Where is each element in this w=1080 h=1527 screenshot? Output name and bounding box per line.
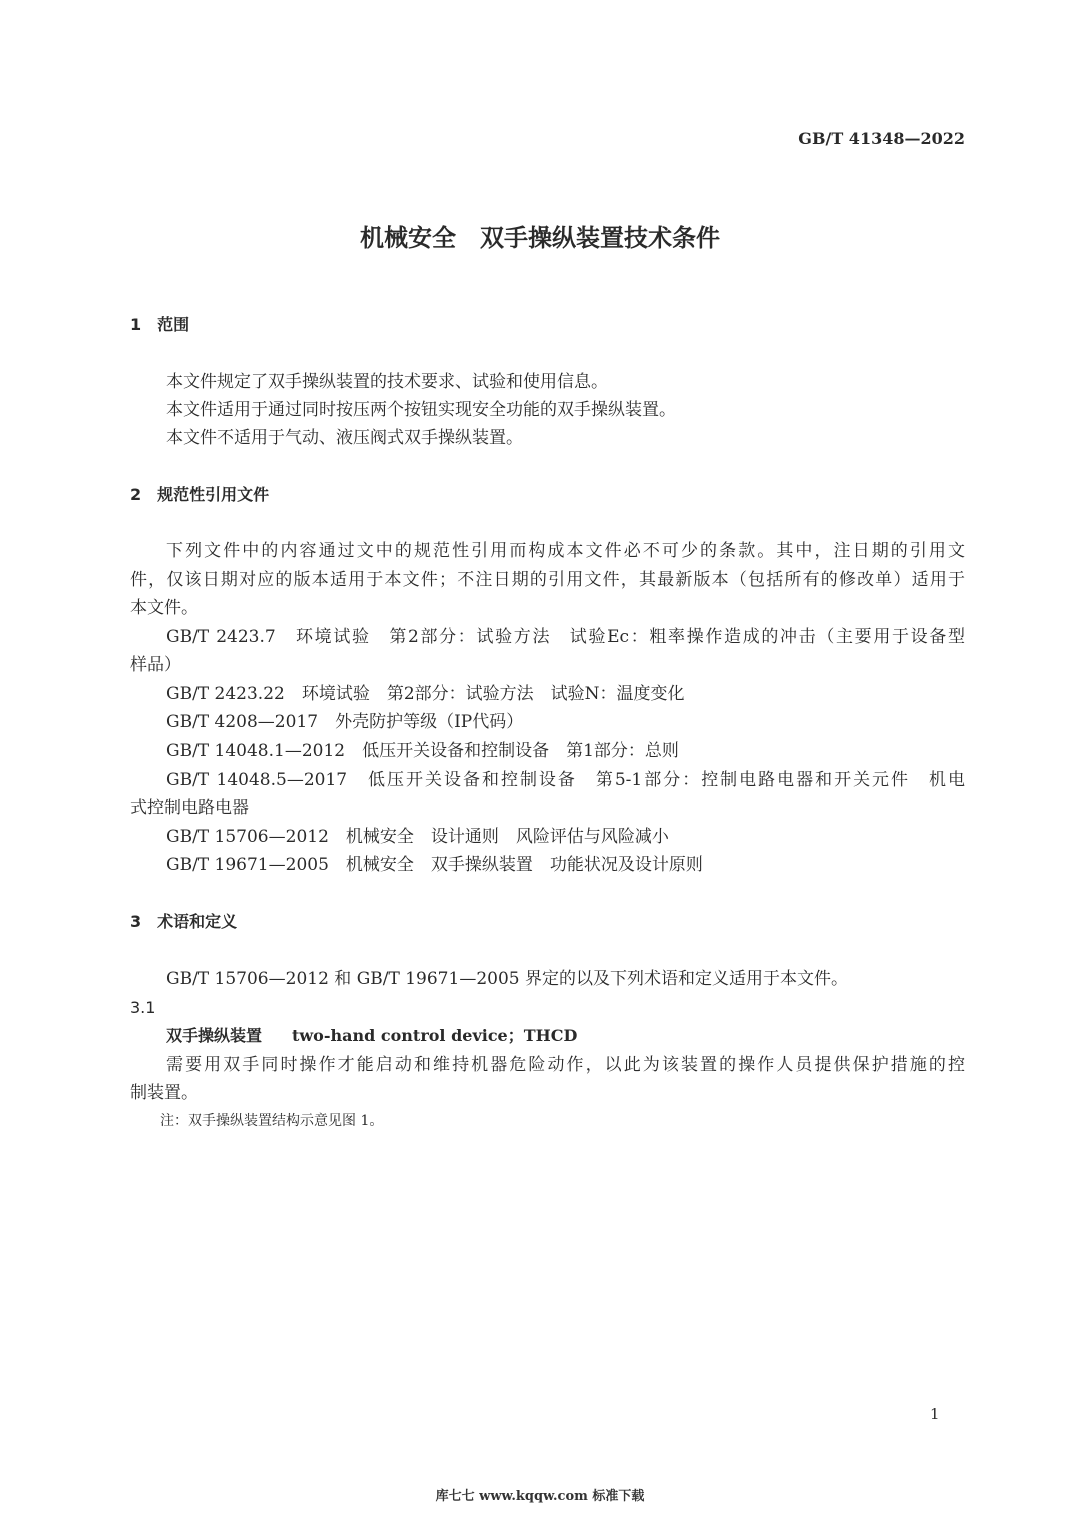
definition: 需要用双手同时操作才能启动和维持机器危险动作，以此为该装置的操作人员提供保护措施的控 bbox=[166, 1055, 965, 1075]
term-heading bbox=[166, 1028, 577, 1044]
reference-item: GB/T 2423.7 环境试验 第2部分：试验方法 试验Ec：粗率操作造成的冲击（主要用于设备型 bbox=[166, 627, 965, 647]
note: 注：双手操纵装置结构示意见图 1。 bbox=[160, 1113, 384, 1129]
reference-item: GB/T 14048.5—2017 低压开关设备和控制设备 第5-1部分：控制电路电器和开关元件 机电 bbox=[166, 770, 965, 790]
paragraph: 下列文件中的内容通过文中的规范性引用而构成本文件必不可少的条款。其中，注日期的引用文 bbox=[166, 541, 965, 561]
term-number: 3.1 bbox=[130, 998, 156, 1017]
reference-item: GB/T 4208—2017 外壳防护等级（IP代码） bbox=[166, 712, 524, 732]
footer-watermark: 库七七 www.kqqw.com 标准下载 bbox=[435, 1489, 645, 1504]
standard-number: GB/T 41348—2022 bbox=[798, 129, 965, 148]
term-english: two-hand control device；THCD bbox=[292, 1026, 578, 1045]
section-2-heading: 2 规范性引用文件 bbox=[130, 485, 270, 504]
page-number: 1 bbox=[930, 1405, 940, 1423]
paragraph: 本文件规定了双手操纵装置的技术要求、试验和使用信息。 bbox=[166, 372, 608, 392]
paragraph: 本文件。 bbox=[130, 598, 198, 618]
section-1-heading: 1 范围 bbox=[130, 315, 190, 334]
reference-item: GB/T 14048.1—2012 低压开关设备和控制设备 第1部分：总则 bbox=[166, 741, 679, 761]
document-title: 机械安全 双手操纵装置技术条件 bbox=[360, 224, 720, 252]
term-chinese: 双手操纵装置 bbox=[166, 1026, 263, 1045]
reference-item: GB/T 2423.22 环境试验 第2部分：试验方法 试验N：温度变化 bbox=[166, 684, 685, 704]
reference-item: 样品） bbox=[130, 655, 181, 675]
reference-item: 式控制电路电器 bbox=[130, 798, 249, 818]
paragraph: GB/T 15706—2012 和 GB/T 19671—2005 界定的以及下列术语和定义适用于本文件。 bbox=[166, 969, 848, 989]
paragraph: 本文件不适用于气动、液压阀式双手操纵装置。 bbox=[166, 428, 523, 448]
reference-item: GB/T 15706—2012 机械安全 设计通则 风险评估与风险减小 bbox=[166, 827, 669, 847]
definition: 制装置。 bbox=[130, 1083, 198, 1103]
reference-item: GB/T 19671—2005 机械安全 双手操纵装置 功能状况及设计原则 bbox=[166, 855, 703, 875]
paragraph: 件，仅该日期对应的版本适用于本文件；不注日期的引用文件，其最新版本（包括所有的修改单）适用于 bbox=[130, 570, 965, 590]
section-3-heading: 3 术语和定义 bbox=[130, 912, 238, 931]
paragraph: 本文件适用于通过同时按压两个按钮实现安全功能的双手操纵装置。 bbox=[166, 400, 676, 420]
